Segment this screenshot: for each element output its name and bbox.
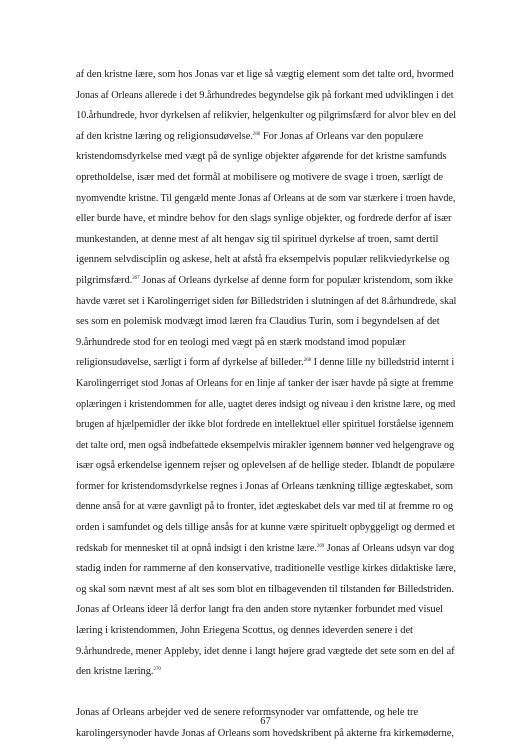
text-line bbox=[76, 374, 456, 395]
line-text: igennem selvdisciplin og askese, helt at afstå fra eksempelvis populær relikviedyrkelse og bbox=[76, 254, 450, 266]
line-text: af den kristne læring og religionsudøvelse. bbox=[76, 130, 253, 142]
line-text: Jonas af Orleans allerede i det 9.århundredes begyndelse gik på forkant med udviklingen i det bbox=[76, 89, 454, 101]
line-text: 9.århundrede, mener Appleby, idet denne i langt højere grad vægtede det sete som en del af bbox=[76, 645, 455, 657]
line-text-continued: For Jonas af Orleans var den populære bbox=[260, 130, 424, 142]
text-line bbox=[76, 292, 456, 313]
line-text: stadig inden for rammerne af den konservative, traditionelle vestlige kirkes didaktiske lære, bbox=[76, 563, 456, 575]
text-line bbox=[76, 147, 456, 168]
line-text: redskab for mennesket til at opnå indsigt i den kristne lære. bbox=[76, 542, 317, 554]
text-line bbox=[76, 436, 456, 457]
footnote-ref[interactable]: 267 bbox=[132, 275, 140, 281]
footnote-ref[interactable]: 268 bbox=[303, 358, 312, 364]
text-line bbox=[76, 395, 456, 416]
text-line bbox=[76, 65, 456, 86]
line-text: karolingersynoder havde Jonas af Orleans som hovedskribent på akterne fra kirkemøderne, bbox=[76, 728, 454, 739]
text-line bbox=[76, 127, 456, 148]
line-text: denne anså for at være gavnligt på to fronter, idet ægteskabet dels var med til at fremme ro og bbox=[76, 501, 454, 513]
line-text: former for kristendomsdyrkelse regnes i Jonas af Orleans tænkning tillige ægteskabet, som bbox=[76, 480, 453, 492]
text-line bbox=[76, 559, 456, 580]
line-text: oplæringen i kristendommen for alle, uagtet deres indsigt og niveau i den kristne lære, og med bbox=[76, 398, 456, 410]
line-text: Karolingerriget stod Jonas af Orleans for en linje af tanker der især havde på sigte at fremme bbox=[76, 377, 454, 389]
line-text: den kristne læring. bbox=[76, 666, 154, 678]
line-text-continued: Jonas af Orleans dyrkelse af denne form for populær kristendom, som ikke bbox=[139, 274, 453, 286]
line-text: 9.århundrede stod for en teologi med vægt på en stærk modstand imod populær bbox=[76, 336, 406, 348]
text-line bbox=[76, 250, 456, 271]
text-line bbox=[76, 230, 456, 251]
line-text: opretholdelse, især med det formål at mobilisere og motivere de svage i troen, særligt de bbox=[76, 171, 444, 183]
line-text: munkestanden, at denne mest af alt hengav sig til spirituel dyrkelse af troen, samt dertil bbox=[76, 233, 439, 245]
line-text-continued: I denne lille ny billedstrid internt i bbox=[311, 357, 455, 369]
text-line bbox=[76, 415, 456, 436]
page-number: 67 bbox=[260, 716, 271, 727]
text-line bbox=[76, 333, 456, 354]
text-line bbox=[76, 662, 456, 683]
text-line bbox=[76, 209, 456, 230]
line-text: pilgrimsfærd. bbox=[76, 274, 133, 286]
footnote-ref[interactable]: 270 bbox=[153, 667, 161, 673]
line-text: ses som en polemisk modvægt imod læren fra Claudius Turin, som i begyndelsen af det bbox=[76, 316, 440, 328]
text-line bbox=[76, 189, 456, 210]
text-line bbox=[76, 497, 456, 518]
footnote-ref[interactable]: 269 bbox=[316, 543, 325, 549]
text-line bbox=[76, 456, 456, 477]
body-text bbox=[76, 65, 456, 745]
line-text: 10.århundrede, hvor dyrkelsen af relikvier, helgenkulter og pilgrimsfærd for alvor blev en del bbox=[76, 110, 457, 122]
line-text: Jonas af Orleans ideer lå derfor langt fra den anden store nytænker forbundet med visuel bbox=[76, 604, 444, 616]
text-line bbox=[76, 580, 456, 601]
line-text: brugen af hjælpemidler der ikke blot fordrede en intellektuel eller spirituel forståelse igennem bbox=[76, 419, 454, 431]
text-line bbox=[76, 539, 456, 560]
line-text: og skal som nævnt mest af alt ses som blot en tilbagevenden til tilstanden før Billedstriden. bbox=[76, 583, 454, 595]
line-text: det talte ord, men også indbefattede eksempelvis mirakler igennem bønner ved helgengrave og bbox=[76, 439, 455, 451]
text-line bbox=[76, 106, 456, 127]
line-text: eller burde have, et mindre behov for den slags synlige objekter, og fordrede derfor af især bbox=[76, 213, 452, 225]
line-text: havde været set i Karolingerriget siden før Billedstriden i slutningen af det 8.århundrede, skal bbox=[76, 295, 457, 307]
line-text: religionsudøvelse, særligt i form af dyrkelse af billeder. bbox=[76, 357, 304, 369]
text-line bbox=[76, 518, 456, 539]
text-line bbox=[76, 642, 456, 663]
text-line bbox=[76, 312, 456, 333]
footnote-ref[interactable]: 266 bbox=[252, 131, 261, 137]
text-line bbox=[76, 353, 456, 374]
line-text: orden i samfundet og dels tillige ansås for at kunne være spirituelt opbyggeligt og dermed et bbox=[76, 522, 455, 534]
text-line bbox=[76, 168, 456, 189]
paragraph-gap bbox=[76, 683, 456, 704]
line-text: Jonas af Orleans arbejder ved de senere reformsynoder var omfattende, og hele tre bbox=[76, 707, 419, 719]
text-line bbox=[76, 724, 456, 745]
text-line bbox=[76, 621, 456, 642]
line-text: kristendomsdyrkelse med vægt på de synlige objekter afgørende for det kristne samfunds bbox=[76, 151, 447, 163]
line-text: læring i kristendommen, John Eriegena Scottus, og dennes ideverden senere i det bbox=[76, 625, 413, 637]
text-line bbox=[76, 271, 456, 292]
text-line bbox=[76, 477, 456, 498]
line-text: af den kristne lære, som hos Jonas var et lige så vægtig element som det talte ord, hvormed bbox=[76, 69, 454, 80]
line-text: nyomvendte kristne. Til gengæld mente Jonas af Orleans at de som var stærkere i troen havde, bbox=[76, 192, 456, 204]
text-line bbox=[76, 600, 456, 621]
text-line bbox=[76, 86, 456, 107]
line-text-continued: Jonas af Orleans udsyn var dog bbox=[324, 542, 455, 554]
line-text: især også erkendelse igennem rejser og oplevelsen af de hellige steder. Iblandt de populære bbox=[76, 460, 455, 472]
